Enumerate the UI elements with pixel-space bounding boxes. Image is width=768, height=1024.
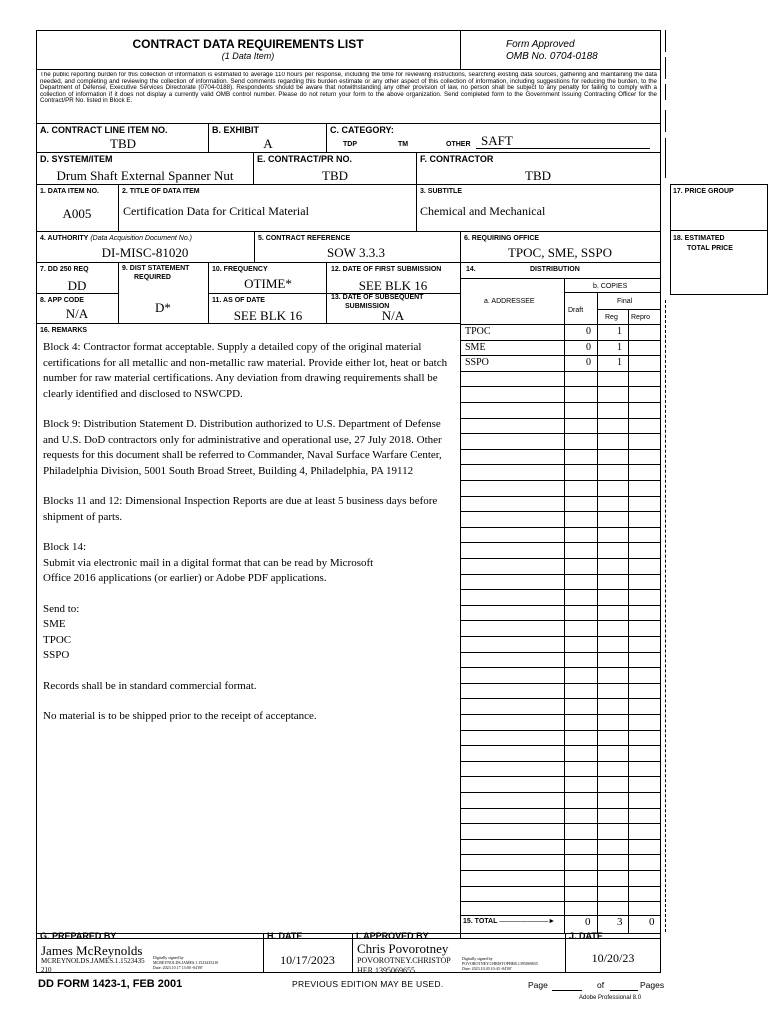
contract-value[interactable]: TBD bbox=[322, 168, 348, 183]
distribution-row-line bbox=[460, 433, 661, 434]
remarks-block[interactable] bbox=[43, 340, 457, 725]
distribution-row-line bbox=[460, 605, 661, 606]
system-value[interactable]: Drum Shaft External Spanner Nut bbox=[56, 168, 234, 183]
label-b: B. EXHIBIT bbox=[212, 125, 260, 135]
remark-tpoc: TPOC bbox=[43, 633, 72, 646]
remark-sme: SME bbox=[43, 618, 66, 630]
distribution-row-line bbox=[460, 667, 661, 668]
label-e: E. CONTRACT/PR NO. bbox=[257, 154, 353, 164]
form-approved: Form Approved bbox=[506, 39, 575, 50]
label-16: 16. REMARKS bbox=[40, 327, 88, 334]
title-value[interactable]: Certification Data for Critical Material bbox=[123, 204, 309, 218]
label-18b: TOTAL PRICE bbox=[687, 245, 733, 252]
contractor-value[interactable]: TBD bbox=[525, 168, 551, 183]
prepared-by-id: MCREYNOLDS.JAMES.1.1523435 bbox=[41, 957, 145, 965]
pages-label: Pages bbox=[640, 980, 665, 990]
distribution-row-line bbox=[460, 589, 661, 590]
distribution-addressee[interactable]: TPOC bbox=[465, 326, 491, 337]
distribution-draft[interactable]: 0 bbox=[586, 326, 591, 337]
distribution-row-line bbox=[460, 870, 661, 871]
distribution-row-line bbox=[460, 792, 661, 793]
label-10: 10. FREQUENCY bbox=[212, 266, 268, 273]
distribution-row-line bbox=[460, 386, 661, 387]
contract-ref-value[interactable]: SOW 3.3.3 bbox=[327, 245, 385, 260]
distribution-row-line bbox=[460, 418, 661, 419]
prepared-by-name[interactable]: James McReynolds bbox=[41, 943, 143, 958]
distribution-row-line bbox=[460, 340, 661, 341]
label-5: 5. CONTRACT REFERENCE bbox=[258, 235, 351, 242]
distribution-reg[interactable]: 1 bbox=[617, 357, 622, 368]
label-12: 12. DATE OF FIRST SUBMISSION bbox=[331, 266, 442, 273]
distribution-row-line bbox=[460, 464, 661, 465]
approved-digsig-1: Digitally signed by bbox=[462, 956, 493, 961]
label-3: 3. SUBTITLE bbox=[420, 188, 463, 195]
distribution-row-line bbox=[460, 402, 661, 403]
label-14: 14. bbox=[466, 266, 476, 273]
remark-block9: Block 9: Distribution Statement D. Distribution authorized to U.S. Department of Defense and U.S. DoD contractors only for administrative and operational use, 27 July 2018. Other requests for this document shall be referred to Commander, Naval Surface Warfare Center, Philadelphia Division, 5001 South Broad Street, Building 4, Philadelphia, PA 19112 bbox=[43, 418, 442, 477]
label-2: 2. TITLE OF DATA ITEM bbox=[122, 188, 200, 195]
clin-value[interactable]: TBD bbox=[110, 136, 136, 151]
requiring-office-value[interactable]: TPOC, SME, SSPO bbox=[507, 245, 613, 260]
label-g: G. PREPARED BY bbox=[40, 931, 117, 941]
frequency-value[interactable]: OTIME* bbox=[244, 276, 292, 291]
approved-date[interactable]: 10/20/23 bbox=[591, 951, 635, 965]
distribution-addressee[interactable]: SSPO bbox=[465, 357, 489, 368]
label-8: 8. APP CODE bbox=[40, 297, 84, 304]
remark-shipping: No material is to be shipped prior to the receipt of acceptance. bbox=[43, 710, 317, 722]
total-row-line bbox=[460, 915, 661, 916]
prepared-date[interactable]: 10/17/2023 bbox=[280, 953, 335, 967]
total-reg: 3 bbox=[617, 916, 623, 928]
label-h: H. DATE bbox=[267, 931, 303, 941]
label-f: F. CONTRACTOR bbox=[420, 154, 494, 164]
approved-digsig-3: Date: 2023.10.20 10:43 -04'00' bbox=[462, 966, 512, 971]
subtitle-value[interactable]: Chemical and Mechanical bbox=[420, 204, 546, 218]
label-tdp: TDP bbox=[343, 141, 357, 148]
omb-number: OMB No. 0704-0188 bbox=[506, 51, 598, 62]
label-18a: 18. ESTIMATED bbox=[673, 235, 725, 242]
distribution-row-line bbox=[460, 558, 661, 559]
exhibit-value[interactable]: A bbox=[263, 136, 273, 151]
distribution-row-line bbox=[460, 886, 661, 887]
distribution-row-line bbox=[460, 839, 661, 840]
label-17: 17. PRICE GROUP bbox=[673, 188, 734, 195]
remark-records: Records shall be in standard commercial format. bbox=[43, 679, 257, 692]
distribution-row-line bbox=[460, 636, 661, 637]
prepared-digsig-2: MCREYNOLDS.JAMES.1.1523435210 bbox=[153, 960, 219, 965]
distribution-row-line bbox=[460, 371, 661, 372]
label-repro: Repro bbox=[631, 314, 651, 321]
label-13a: 13. DATE OF SUBSEQUENT bbox=[331, 294, 424, 301]
app-code-value[interactable]: N/A bbox=[65, 306, 89, 321]
page-label: Page bbox=[528, 980, 548, 990]
dist-statement-value[interactable]: D* bbox=[155, 300, 171, 315]
distribution-row-line bbox=[460, 652, 661, 653]
distribution-row-line bbox=[460, 745, 661, 746]
distribution-row-line bbox=[460, 620, 661, 621]
distribution-row-line bbox=[460, 355, 661, 356]
distribution-row-line bbox=[460, 574, 661, 575]
label-6: 6. REQUIRING OFFICE bbox=[464, 235, 540, 242]
distribution-row-line bbox=[460, 496, 661, 497]
approved-digsig-2: POVOROTNEY.CHRISTOPHER.1395069655 bbox=[462, 961, 538, 966]
label-9a: 9. DIST STATEMENT bbox=[122, 265, 190, 272]
label-4: 4. AUTHORITY (Data Acquisition Document No.) bbox=[40, 235, 192, 242]
of-label: of bbox=[597, 980, 605, 990]
distribution-draft[interactable]: 0 bbox=[586, 342, 591, 353]
approved-by-name[interactable]: Chris Povorotney bbox=[357, 941, 449, 956]
prepared-digsig-1: Digitally signed by bbox=[153, 955, 184, 960]
label-j: J. DATE bbox=[569, 931, 603, 941]
label-d: D. SYSTEM/ITEM bbox=[40, 154, 113, 164]
prepared-digsig-3: Date: 2023.10.17 13:00 -04'00' bbox=[153, 965, 203, 970]
distribution-row-line bbox=[460, 542, 661, 543]
label-9b: REQUIRED bbox=[134, 274, 171, 281]
distribution-row-line bbox=[460, 511, 661, 512]
item-no-value[interactable]: A005 bbox=[62, 206, 92, 221]
label-tm: TM bbox=[398, 141, 409, 148]
previous-edition: PREVIOUS EDITION MAY BE USED. bbox=[292, 979, 444, 989]
label-addressee: a. ADDRESSEE bbox=[484, 298, 535, 305]
remark-send-to: Send to: bbox=[43, 602, 80, 615]
subsequent-value[interactable]: N/A bbox=[381, 308, 405, 323]
distribution-reg[interactable]: 1 bbox=[617, 342, 622, 353]
total-draft: 0 bbox=[585, 916, 591, 928]
distribution-reg[interactable]: 1 bbox=[617, 326, 622, 337]
label-15: 15. TOTAL ———————► bbox=[463, 918, 556, 925]
label-final: Final bbox=[617, 298, 633, 305]
remark-blocks11-12: Blocks 11 and 12: Dimensional Inspection Reports are due at least 5 business days before shipment of parts. bbox=[43, 495, 438, 523]
dd250-value[interactable]: DD bbox=[67, 278, 87, 293]
distribution-row-line bbox=[460, 527, 661, 528]
remark-submit-2: Office 2016 applications (or earlier) or Adobe PDF applications. bbox=[43, 572, 327, 584]
distribution-draft[interactable]: 0 bbox=[586, 357, 591, 368]
label-11: 11. AS OF DATE bbox=[212, 297, 265, 304]
remark-block14: Block 14: bbox=[43, 541, 87, 553]
adobe-note: Adobe Professional 8.0 bbox=[579, 995, 642, 1001]
distribution-row-line bbox=[460, 808, 661, 809]
label-1: 1. DATA ITEM NO. bbox=[40, 188, 99, 195]
label-reg: Reg bbox=[605, 314, 618, 321]
total-repro: 0 bbox=[649, 916, 655, 928]
distribution-row-line bbox=[460, 854, 661, 855]
distribution-row-line bbox=[460, 449, 661, 450]
distribution-row-line bbox=[460, 480, 661, 481]
label-a: A. CONTRACT LINE ITEM NO. bbox=[40, 125, 168, 135]
remark-block4: Block 4: Contractor format acceptable. Supply a detailed copy of the original material certifications for all metallic and non-metallic raw material. Provide either lot, heat or batch number for raw material certifications. Any deviation from drawing requirements shall be clearly identified and disclosed to NSWCPD. bbox=[43, 341, 448, 400]
distribution-row-line bbox=[460, 698, 661, 699]
remark-submit-1: Submit via electronic mail in a digital format that can be read by Microsoft bbox=[43, 556, 374, 569]
form-title: CONTRACT DATA REQUIREMENTS LIST bbox=[132, 37, 364, 51]
label-7: 7. DD 250 REQ bbox=[40, 266, 89, 273]
label-other: OTHER bbox=[446, 141, 471, 148]
distribution-row-line bbox=[460, 901, 661, 902]
approved-by-id2: HER.1395069655 bbox=[357, 966, 415, 975]
distribution-row-line bbox=[460, 683, 661, 684]
distribution-row-line bbox=[460, 714, 661, 715]
prepared-by-id2: 210 bbox=[41, 966, 52, 974]
label-distribution: DISTRIBUTION bbox=[530, 266, 580, 273]
distribution-row-line bbox=[460, 730, 661, 731]
label-draft: Draft bbox=[568, 307, 584, 314]
label-13b: SUBMISSION bbox=[345, 303, 390, 310]
approved-by-id: POVOROTNEY.CHRISTOP bbox=[357, 956, 451, 965]
label-c: C. CATEGORY: bbox=[330, 125, 394, 135]
distribution-row-line bbox=[460, 761, 661, 762]
authority-value[interactable]: DI-MISC-81020 bbox=[101, 245, 189, 260]
distribution-row-line bbox=[460, 823, 661, 824]
label-copies: b. COPIES bbox=[593, 283, 628, 290]
first-submission-value[interactable]: SEE BLK 16 bbox=[358, 278, 428, 293]
burden-statement: The public reporting burden for this collection of information is estimated to average 110 hours per response, including the time for reviewing instructions, searching existing data sources, gathering and maintaining the data needed, and completing and reviewing the collection of information. Send comments regarding this burden estimate or any other aspect of this collection of information, including suggestions for reducing the burden, to the Department of Defense, Executive Services Directorate (0704-0188). Respondents should be aware that notwithstanding any other provision of law, no person shall be subject to any penalty for failing to comply with a collection of information if it does not display a currently valid OMB control number. Please do not return your form to the above organization. Send completed form to the Government Issuing Contracting Officer for the Contract/PR No. listed in Block E. bbox=[40, 72, 657, 105]
as-of-value[interactable]: SEE BLK 16 bbox=[233, 308, 303, 323]
label-i: I. APPROVED BY bbox=[356, 931, 429, 941]
distribution-addressee[interactable]: SME bbox=[465, 342, 486, 353]
distribution-row-line bbox=[460, 776, 661, 777]
form-number: DD FORM 1423-1, FEB 2001 bbox=[38, 978, 183, 990]
form-subtitle: (1 Data Item) bbox=[221, 51, 275, 61]
remark-sspo: SSPO bbox=[43, 649, 70, 661]
category-other-value[interactable]: SAFT bbox=[481, 133, 513, 148]
